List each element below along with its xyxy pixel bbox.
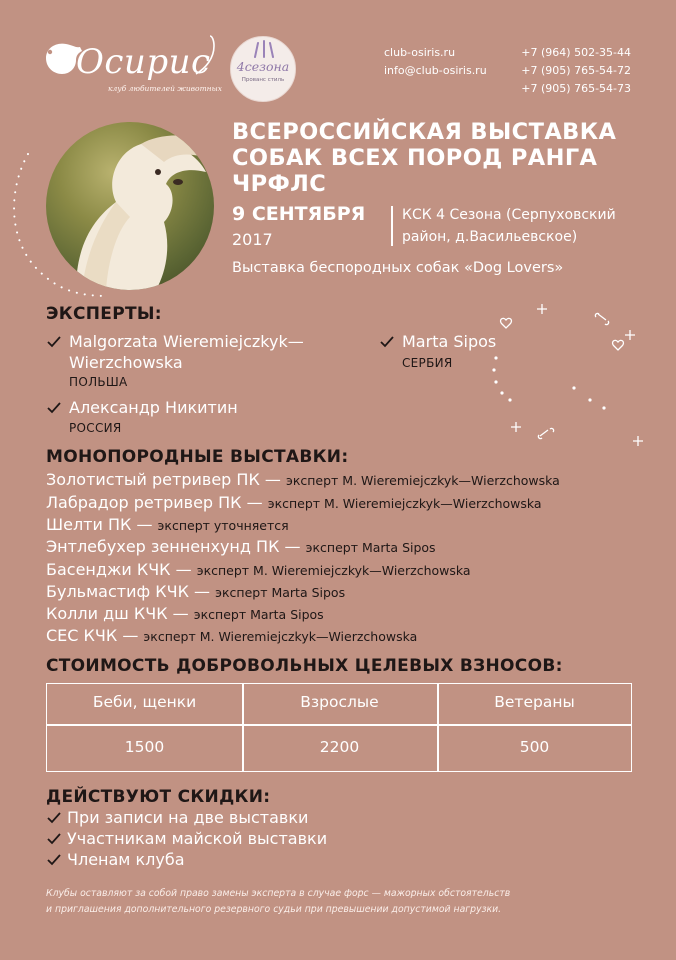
website-link[interactable]: club-osiris.ru [384,46,456,59]
discount-item: Членам клуба [67,850,185,869]
date-divider [391,206,393,246]
phone-3[interactable]: +7 (905) 765-54-73 [521,82,631,95]
discount-item: Участникам майской выставки [67,829,328,848]
footnote-line-1: Клубы оставляют за собой право замены эксперта в случае форс — мажорных обстоятельств [46,888,511,899]
email-link[interactable]: info@club-osiris.ru [384,64,487,77]
expert-1-name [69,331,304,373]
paw-doodles-decoration [480,290,660,450]
event-subtitle: Выставка беспородных собак «Dog Lovers» [232,260,564,276]
breed-name: Энтлебухер зенненхунд ПК — [46,537,306,556]
discount-item: При записи на две выставки [67,808,309,827]
venue-line-2: район, д.Васильевское) [402,229,578,245]
expert-3-country: СЕРБИЯ [402,356,453,370]
breed-expert: эксперт M. Wieremiejczkyk—Wierzchowska [196,563,471,578]
4sezona-logo[interactable] [230,36,296,102]
breed-name: Басенджи КЧК — [46,560,197,579]
title-line-2: СОБАК ВСЕХ ПОРОД РАНГА [232,145,598,171]
breed-expert: эксперт Marta Sipos [215,585,346,600]
fees-value-cell: 1500 [124,738,165,756]
breed-name: Бульмастиф КЧК — [46,582,216,601]
breed-name: Золотистый ретривер ПК — [46,470,286,489]
title-line-1: ВСЕРОССИЙСКАЯ ВЫСТАВКА [232,119,617,145]
event-title [232,119,652,197]
check-icon [46,853,62,867]
contacts-phones [511,44,631,98]
check-icon [46,832,62,846]
breed-row [46,581,345,604]
check-icon [46,811,62,825]
breed-row [46,603,324,626]
breed-expert: эксперт уточняется [157,518,289,533]
lavender-icon [249,39,279,59]
osiris-logo[interactable] [42,34,222,98]
fees-heading: СТОИМОСТЬ ДОБРОВОЛЬНЫХ ЦЕЛЕВЫХ ВЗНОСОВ: [46,656,563,676]
breed-expert: эксперт Marta Sipos [305,540,436,555]
check-icon [46,401,62,415]
fees-header-cell: Ветераны [494,693,575,711]
footnote-line-2: и приглашения дополнительного резервного судьи при превышении допустимой нагрузки. [46,904,502,915]
check-icon [46,335,62,349]
contacts-web [384,44,487,80]
footnote [46,886,646,918]
breed-row [46,514,289,537]
breed-row [46,469,560,492]
venue-line-1: КСК 4 Сезона (Серпуховский [402,207,616,223]
breed-name: Лабрадор ретривер ПК — [46,493,268,512]
afghan-hound-image [46,122,214,290]
experts-heading: ЭКСПЕРТЫ: [46,304,162,324]
fees-value-cell: 2200 [319,738,360,756]
fees-header-cell: Взрослые [300,693,379,711]
expert-2-name: Александр Никитин [69,398,238,417]
title-line-3: ЧРФЛС [232,171,327,197]
breed-expert: эксперт M. Wieremiejczkyk—Wierzchowska [267,496,542,511]
breed-expert: эксперт M. Wieremiejczkyk—Wierzchowska [143,629,418,644]
breed-row [46,559,471,582]
fees-value-cell: 500 [519,738,550,756]
expert-1-name-line-2: Wierzchowska [69,353,183,372]
breed-name: CEC КЧК — [46,626,144,645]
osiris-logo-tagline: клуб любителей животных [108,84,222,93]
expert-3-name: Marta Sipos [402,332,497,351]
4sezona-logo-text: 4сезона [236,59,290,74]
breed-expert: эксперт M. Wieremiejczkyk—Wierzchowska [285,473,560,488]
dog-photo [46,122,214,290]
breed-expert: эксперт Marta Sipos [193,607,324,622]
breed-name: Шелти ПК — [46,515,158,534]
expert-1-country: ПОЛЬША [69,375,128,389]
mono-shows-heading: МОНОПОРОДНЫЕ ВЫСТАВКИ: [46,447,349,467]
breed-row [46,625,417,648]
fees-header-cell: Беби, щенки [92,693,197,711]
breed-row [46,536,436,559]
check-icon [379,335,395,349]
event-date: 9 СЕНТЯБРЯ [232,203,366,225]
event-venue [402,204,642,248]
4sezona-logo-subtext: Прованс стиль [241,77,285,83]
event-year: 2017 [232,230,273,249]
breed-name: Колли дш КЧК — [46,604,194,623]
osiris-logo-text: Осирис [76,42,211,82]
fees-table-row-divider [47,724,631,726]
fees-table [46,683,632,772]
breed-row [46,492,542,515]
phone-1[interactable]: +7 (964) 502-35-44 [521,46,631,59]
expert-2-country: РОССИЯ [69,421,122,435]
expert-1-name-line-1: Malgorzata Wieremiejczkyk— [69,332,304,351]
phone-2[interactable]: +7 (905) 765-54-72 [521,64,631,77]
discounts-heading: ДЕЙСТВУЮТ СКИДКИ: [46,787,271,807]
